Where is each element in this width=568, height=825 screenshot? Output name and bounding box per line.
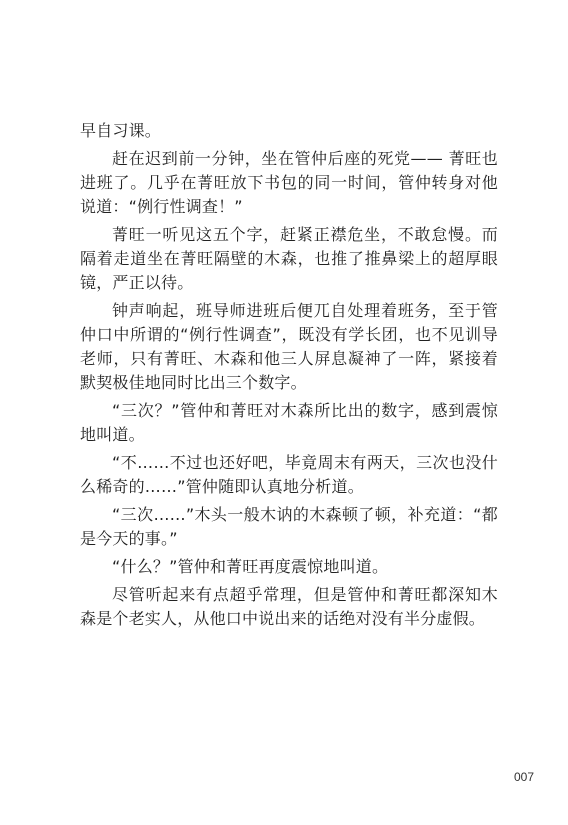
paragraph: 钟声响起，班导师进班后便兀自处理着班务，至于管仲口中所谓的“例行性调查”，既没有学长团，也不见训导老师，只有菁旺、木森和他三人屏息凝神了一阵，紧接着默契极佳地同时比出三个数字。 (80, 301, 498, 392)
page-number: 007 (513, 770, 534, 784)
paragraph: “三次？”管仲和菁旺对木森所比出的数字，感到震惊地叫道。 (80, 401, 498, 444)
body-text (80, 119, 498, 635)
paragraph: “什么？”管仲和菁旺再度震惊地叫道。 (112, 557, 389, 576)
paragraph: “三次……”木头一般木讷的木森顿了顿，补充道：“都是今天的事。” (80, 505, 498, 548)
paragraph: “不……不过也还好吧，毕竟周末有两天，三次也没什么稀奇的……”管仲随即认真地分析道。 (80, 453, 498, 496)
paragraph: 菁旺一听见这五个字，赶紧正襟危坐，不敢怠慢。而隔着走道坐在菁旺隔壁的木森，也推了推鼻梁上的超厚眼镜，严正以待。 (80, 225, 498, 292)
paragraph-continuation: 早自习课。 (80, 121, 162, 140)
paragraph: 赶在迟到前一分钟，坐在管仲后座的死党—— 菁旺也进班了。几乎在菁旺放下书包的同一时间，管仲转身对他说道：“例行性调查！” (80, 149, 498, 216)
paragraph: 尽管听起来有点超乎常理，但是管仲和菁旺都深知木森是个老实人，从他口中说出来的话绝对没有半分虚假。 (80, 585, 498, 628)
